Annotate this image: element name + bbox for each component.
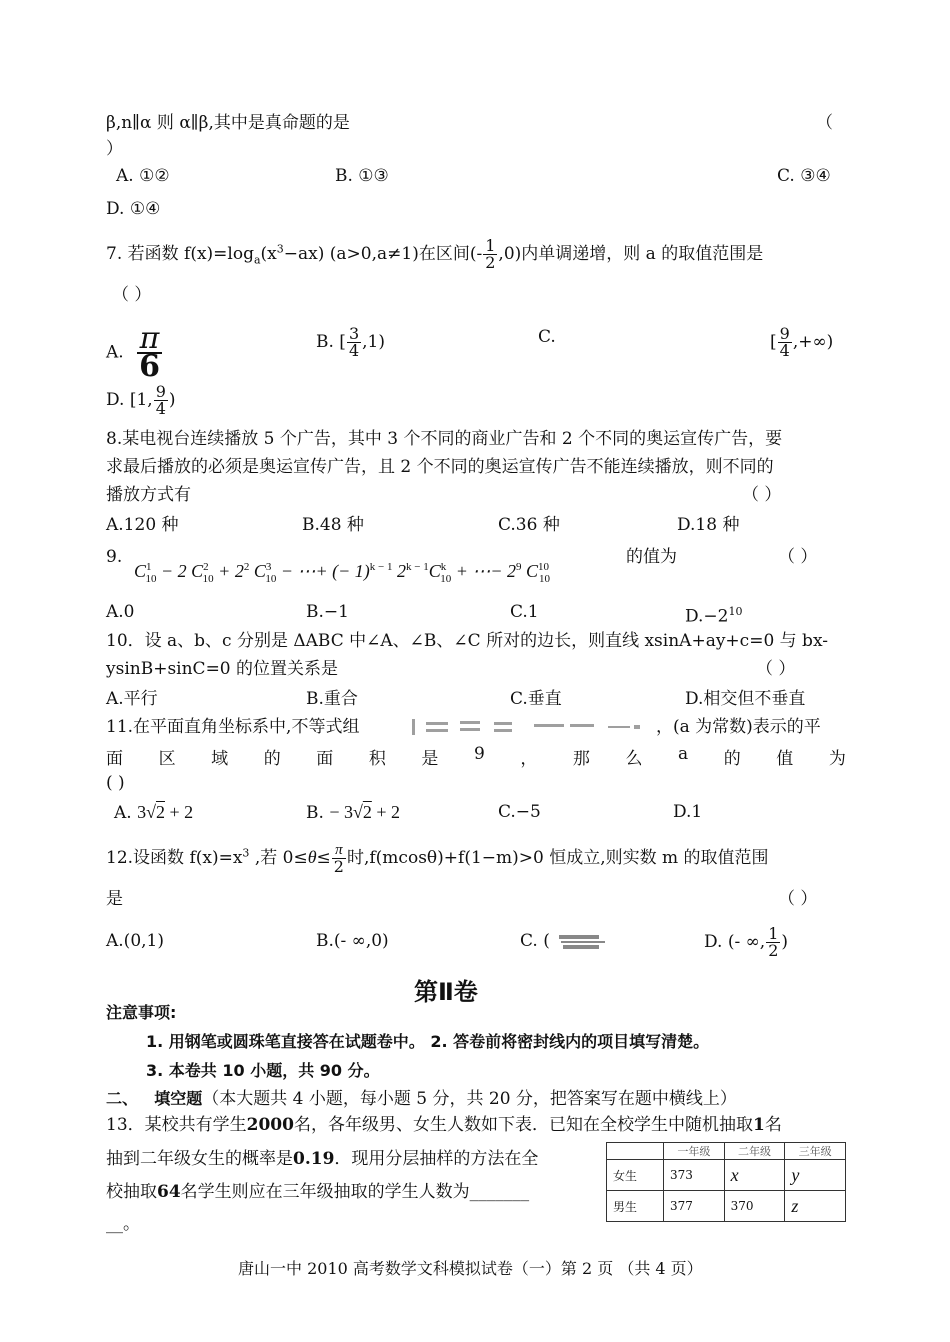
q13-line1: 13．某校共有学生2000名，各年级男、女生人数如下表．已知在全校学生中随机抽取1名	[106, 1115, 782, 1135]
fill-in-heading: 二、 填空题（本大题共 4 小题，每小题 5 分，共 20 分，把答案写在题中横线上）	[106, 1089, 737, 1109]
q10-option-c: C.垂直	[510, 689, 562, 709]
table-row: 男生 377 370 z	[607, 1191, 846, 1222]
q10-paren: （ ）	[756, 659, 796, 679]
q12-c-blurred-fraction-icon	[555, 931, 607, 953]
notice-item-1-2: 1. 用钢笔或圆珠笔直接答在试题卷中。 2. 答卷前将密封线内的项目填写清楚。	[146, 1032, 710, 1051]
q10-line1: 10．设 a、b、c 分别是 ΔABC 中∠A、∠B、∠C 所对的边长，则直线 xsinA+ay+c=0 与 bx-	[106, 631, 828, 651]
q11-inequality-system-image	[410, 716, 656, 744]
q8-option-d: D.18 种	[677, 515, 740, 535]
q7-option-c: C.	[538, 327, 556, 347]
q6-paren-open: （	[816, 113, 833, 133]
table-header-grade2: 二年级	[724, 1143, 785, 1160]
q7-stem: 7. 若函数 $f(x)=\log_a(x^3-ax)$ (a>0,a≠1)在区间(- $\frac{1}{2}$ ,0)内单调递增，则 a 的取值范围是	[106, 236, 764, 272]
q6-option-c: C. ③④	[777, 166, 831, 186]
q8-option-a: A.120 种	[106, 515, 179, 535]
q13-line3: 校抽取64名学生则应在三年级抽取的学生人数为_______	[106, 1182, 530, 1202]
q10-line2: ysinB+sinC=0 的位置关系是	[106, 659, 339, 679]
q12-option-b: B.(- ∞,0)	[316, 931, 389, 951]
q10-option-a: A.平行	[106, 689, 158, 709]
q11-line1-pre: 11.在平面直角坐标系中,不等式组	[106, 717, 360, 737]
q13-line2: 抽到二年级女生的概率是0.19．现用分层抽样的方法在全	[106, 1149, 539, 1169]
q7-option-b: B. [ $\frac{3}{4}$ ,1)	[316, 324, 385, 360]
q12-option-d: D. (- ∞, $\frac{1}{2}$ )	[704, 924, 789, 960]
q12-line2: 是	[106, 889, 123, 909]
q6-continuation: β,n∥α 则 α∥β,其中是真命题的是	[106, 113, 350, 133]
q9-option-a: A.0	[106, 602, 135, 622]
q9-binomial-expression: $C^1_{10} - 2$ $C^2_{10} + 2^2$ $C^3_{10}$ − ⋯+ (− 1)$^{k - 1}$ $2^{k - 1}C^k_{10}$ + ⋯− $2^9$ $C^{10}_{10}$	[134, 561, 551, 585]
q8-paren: （ ）	[742, 485, 782, 505]
q7-option-d: D. [1, $\frac{9}{4}$ )	[106, 382, 176, 418]
section-title: 第Ⅱ卷	[414, 978, 478, 1006]
table-header-grade1: 一年级	[664, 1143, 725, 1160]
q10-option-b: B.重合	[306, 689, 358, 709]
q7-paren: （ ）	[112, 285, 152, 305]
q6-option-d: D. ①④	[106, 199, 161, 219]
table-row: 女生 373 x y	[607, 1160, 846, 1191]
table-header-row	[607, 1143, 846, 1160]
q11-option-d: D.1	[673, 802, 703, 822]
q11-option-a: A. 3√2 + 2	[114, 802, 194, 823]
q7-a-fraction: $\frac{\pi}{6}$	[139, 321, 160, 384]
grade-gender-table	[606, 1142, 846, 1222]
q11-inequality-blurred-icon	[410, 716, 656, 738]
q11-option-c: C.−5	[498, 802, 541, 822]
q6-paren-close: ）	[106, 139, 123, 159]
q12-stem: 12.设函数 $f(x)=x^3$ ,若 0≤θ≤ $\frac{\pi}{2}$ 时,f(mcosθ)+f(1−m)>0 恒成立,则实数 m 的取值范围	[106, 842, 769, 876]
q12-paren: （ ）	[778, 889, 818, 909]
q8-line3: 播放方式有	[106, 485, 191, 505]
q9-suffix: 的值为	[626, 547, 677, 567]
q10-option-d: D.相交但不垂直	[685, 689, 806, 709]
q9-option-c: C.1	[510, 602, 539, 622]
q7-option-c-value: [ $\frac{9}{4}$ ,+∞)	[770, 324, 834, 360]
page-footer: 唐山一中 2010 高考数学文科模拟试卷（一）第 2 页 （共 4 页）	[238, 1259, 703, 1278]
q11-option-b: B. − 3√2 + 2	[306, 802, 400, 823]
q7-frac-half: $\frac{1}{2}$	[485, 236, 496, 272]
notice-heading: 注意事项:	[106, 1003, 177, 1022]
q9-option-b: B.−1	[306, 602, 349, 622]
q9-paren: （ ）	[778, 547, 818, 567]
q13-line4: __。	[106, 1214, 140, 1234]
table-header-grade3: 三年级	[785, 1143, 846, 1160]
notice-item-3: 3. 本卷共 10 小题，共 90 分。	[146, 1061, 380, 1080]
q6-option-a: A. ①②	[116, 166, 170, 186]
q9-number: 9.	[106, 547, 123, 567]
q8-option-b: B.48 种	[302, 515, 364, 535]
q11-line2-justified: 面 区 域 的 面 积 是 9 ， 那 么 a 的 值 为	[106, 744, 846, 769]
q6-option-b: B. ①③	[335, 166, 389, 186]
q8-line2: 求最后播放的必须是奥运宣传广告，且 2 个不同的奥运宣传广告不能连续播放，则不同的	[106, 457, 774, 477]
q11-line1-post: ，(a 为常数)表示的平	[656, 717, 821, 737]
q8-line1: 8.某电视台连续播放 5 个广告，其中 3 个不同的商业广告和 2 个不同的奥运宣传广告，要	[106, 429, 783, 449]
q8-option-c: C.36 种	[498, 515, 560, 535]
q12-option-a: A.(0,1)	[106, 931, 164, 951]
q12-option-c: C. (	[520, 930, 607, 953]
q7-option-a: A. $\frac{\pi}{6}$	[106, 321, 160, 384]
q11-paren: ( )	[106, 773, 125, 793]
q9-option-d: $D.-2^{10}$	[685, 605, 743, 627]
